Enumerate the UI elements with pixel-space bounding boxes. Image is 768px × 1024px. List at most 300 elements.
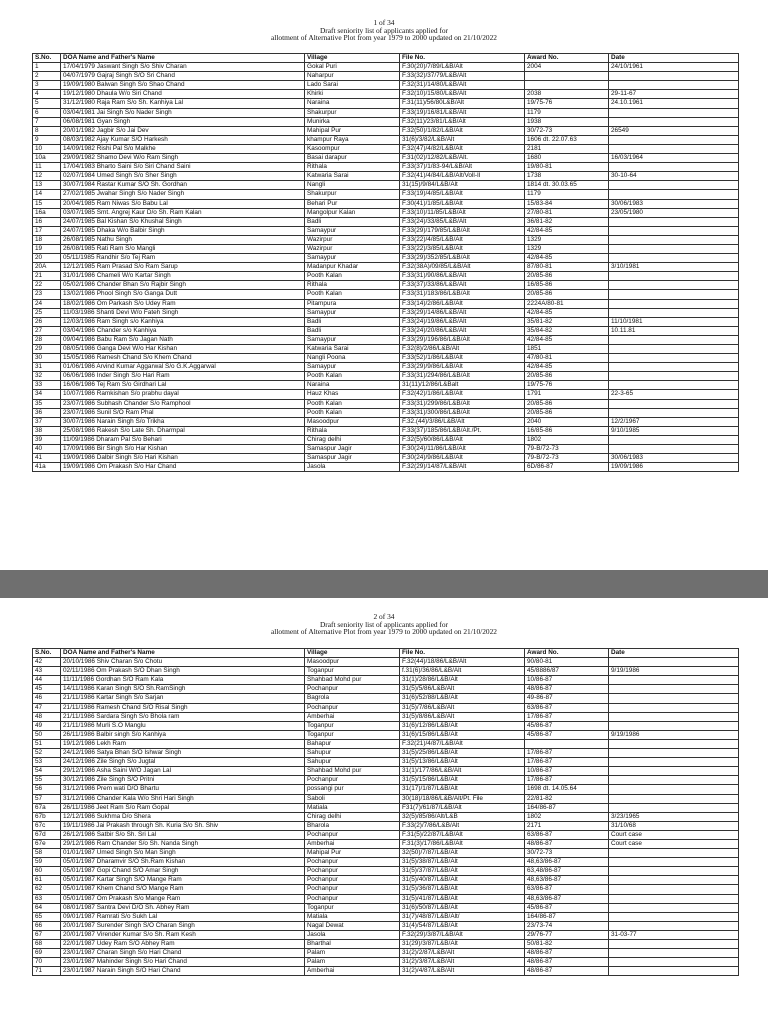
cell-award-no: 164/86-87 (525, 912, 609, 921)
cell-award-no: 2224A/80-81 (525, 299, 609, 308)
cell-sno: 57 (33, 794, 61, 803)
table-row (33, 172, 739, 181)
cell-name: 08/05/1986 Ganga Devi W/o Har Kishan (61, 345, 305, 354)
cell-award-no: 23/73-74 (525, 921, 609, 930)
cell-file-no: F.33(52)/1/86/L&B/Alt (400, 354, 525, 363)
cell-date (609, 739, 739, 748)
table-row (33, 126, 739, 135)
cell-name: 06/06/1986 Inder Singh S/o Hari Ram (61, 372, 305, 381)
cell-file-no: 31(6)/15/86/L&B/Alt (400, 730, 525, 739)
cell-award-no: 35/84-82 (525, 326, 609, 335)
cell-name: 23/07/1986 Sunil S/O Ram Phal (61, 408, 305, 417)
cell-village: Pooth Kalan (305, 272, 400, 281)
table-row (33, 144, 739, 153)
cell-file-no: F.33(29)/14/86/L&B/Alt (400, 308, 525, 317)
cell-date (609, 372, 739, 381)
col-header-village: Village (305, 54, 400, 63)
cell-sno: 10 (33, 144, 61, 153)
cell-name: 11/03/1986 Shanti Devi W/o Fateh Singh (61, 308, 305, 317)
cell-award-no: 20/85-86 (525, 372, 609, 381)
cell-date (609, 190, 739, 199)
cell-file-no: F.31(3)/17/86/L&B/Alt (400, 839, 525, 848)
cell-date (609, 363, 739, 372)
table-row (33, 390, 739, 399)
cell-file-no: 31(1)/177/86/L&B/Alt (400, 767, 525, 776)
cell-sno: 34 (33, 390, 61, 399)
cell-award-no: 10/86-87 (525, 676, 609, 685)
cell-award-no: 63/86-87 (525, 703, 609, 712)
cell-name: 23/07/1986 Subhash Chander S/o Ramphool (61, 399, 305, 408)
cell-village: Samaypur (305, 308, 400, 317)
col-header-date: Date (609, 54, 739, 63)
cell-date (609, 281, 739, 290)
cell-name: 05/01/1987 Om Prakash S/o Mange Ram (61, 894, 305, 903)
cell-date: 23/05/1980 (609, 208, 739, 217)
document-subtitle: allotment of Alternative Plot from year 1979 to 2000 updated on 21/10/2022 (271, 627, 497, 637)
cell-name: 25/08/1986 Rakesh S/o Late Sh. Dharmpal (61, 426, 305, 435)
cell-award-no: 17/86-87 (525, 776, 609, 785)
cell-name: 12/03/1986 Ram Singh s/o Kanhiya (61, 317, 305, 326)
cell-sno: 20 (33, 254, 61, 263)
cell-name: 18/02/1986 Om Parkash S/o Udey Ram (61, 299, 305, 308)
cell-file-no: F.33(24)/19/86/L&B/Alt (400, 317, 525, 326)
cell-name: 30/07/1986 Narain Singh S/o Trikha (61, 417, 305, 426)
cell-award-no: 79-B/72-73 (525, 445, 609, 454)
cell-village: Saboli (305, 794, 400, 803)
col-header-award-no: Award No. (525, 649, 609, 658)
cell-village: Pochanpur (305, 876, 400, 885)
table-header-row (33, 54, 739, 63)
cell-name: 23/01/1987 Mahinder Singh S/o Hari Chand (61, 958, 305, 967)
cell-date (609, 794, 739, 803)
cell-sno: 28 (33, 335, 61, 344)
cell-date: 11/10/1981 (609, 317, 739, 326)
cell-name: 01/01/1987 Umed Singh S/o Man Singh (61, 849, 305, 858)
table-row (33, 839, 739, 848)
table-row (33, 226, 739, 235)
cell-village: Toganpur (305, 667, 400, 676)
table-row (33, 308, 739, 317)
cell-name: 24/07/1985 Bal Kishan S/o Khushal Singh (61, 217, 305, 226)
document-page (0, 598, 768, 1024)
page-label: 2 of 34 (373, 612, 395, 621)
cell-sno: 21 (33, 272, 61, 281)
cell-name: 14/09/1982 Rishi Pal S/o Malkhe (61, 144, 305, 153)
cell-file-no: F.32(29)/3/87/L&B/Alt (400, 930, 525, 939)
cell-sno: 32 (33, 372, 61, 381)
table-row (33, 794, 739, 803)
table-row (33, 326, 739, 335)
table-row (33, 667, 739, 676)
cell-date: 31/10/68 (609, 821, 739, 830)
cell-village: Nangli Poona (305, 354, 400, 363)
cell-name: 09/04/1986 Babu Ram S/o Jagan Nath (61, 335, 305, 344)
cell-date: 24.10.1961 (609, 99, 739, 108)
cell-sno: 26 (33, 317, 61, 326)
cell-sno: 66 (33, 921, 61, 930)
cell-name: 26/12/1986 Satbir S/o Sh. Sri Lal (61, 830, 305, 839)
table-row (33, 658, 739, 667)
cell-name: 12/12/1986 Sukhma D/o Shera (61, 812, 305, 821)
cell-file-no: 31(5)/40/87/L&B/Alt (400, 876, 525, 885)
cell-village: Nagal Dewat (305, 921, 400, 930)
cell-village: Badli (305, 217, 400, 226)
table-row (33, 858, 739, 867)
cell-award-no: 2004 (525, 63, 609, 72)
cell-village: Bharthal (305, 940, 400, 949)
cell-award-no: 1698 dt. 14.05.64 (525, 785, 609, 794)
cell-award-no: 1738 (525, 172, 609, 181)
cell-sno: 62 (33, 885, 61, 894)
cell-file-no: F.30(41)/1/85/L&B/Alt (400, 199, 525, 208)
cell-name: 05/01/1987 Khem Chand S/O Mange Ram (61, 885, 305, 894)
document-title: Draft seniority list of applicants applied for (319, 619, 449, 629)
cell-date (609, 108, 739, 117)
cell-date (609, 135, 739, 144)
cell-sno: 11 (33, 163, 61, 172)
cell-sno: 20A (33, 263, 61, 272)
cell-date (609, 940, 739, 949)
cell-name: 27/02/1985 Jwahar Singh S/o Nader Singh (61, 190, 305, 199)
table-row (33, 803, 739, 812)
cell-award-no: 16/85-86 (525, 426, 609, 435)
cell-sno: 4 (33, 90, 61, 99)
cell-file-no: 31(6)/50/87/L&B/Alt (400, 903, 525, 912)
cell-name: 20/04/1985 Ram Niwas S/o Babu Lal (61, 199, 305, 208)
table-row (33, 454, 739, 463)
table-row (33, 712, 739, 721)
cell-sno: 23 (33, 290, 61, 299)
cell-sno: 49 (33, 721, 61, 730)
cell-award-no: 22/81-82 (525, 794, 609, 803)
cell-date (609, 81, 739, 90)
cell-sno: 35 (33, 399, 61, 408)
cell-village: possangi pur (305, 785, 400, 794)
cell-date (609, 903, 739, 912)
cell-village: Khirki (305, 90, 400, 99)
cell-file-no: F.31(02)/12/82/L&B/Alt. (400, 154, 525, 163)
cell-sno: 41 (33, 454, 61, 463)
cell-date: 9/19/1986 (609, 667, 739, 676)
cell-date (609, 226, 739, 235)
cell-village: Toganpur (305, 903, 400, 912)
cell-sno: 19 (33, 244, 61, 253)
cell-award-no: 20/85-86 (525, 272, 609, 281)
cell-village: Munirka (305, 117, 400, 126)
table-row (33, 812, 739, 821)
table-row (33, 272, 739, 281)
col-header-sno: S.No. (33, 649, 61, 658)
cell-date: 19/09/1986 (609, 463, 739, 472)
cell-village: Pochanpur (305, 867, 400, 876)
cell-date (609, 776, 739, 785)
cell-sno: 69 (33, 949, 61, 958)
cell-award-no: 1802 (525, 812, 609, 821)
cell-name: 10/07/1986 Ramkishan S/o prabhu dayal (61, 390, 305, 399)
cell-name: 31/12/1980 Raja Ram S/o Sh. Kanhiya Lal (61, 99, 305, 108)
table-row (33, 940, 739, 949)
cell-award-no: 1329 (525, 244, 609, 253)
cell-file-no: F.32(21)/4/87/L&B/Alt (400, 739, 525, 748)
cell-file-no: 31(5)/8/86/L&B/Alt (400, 712, 525, 721)
cell-file-no: F.33(31)/299/86/L&B/Alt (400, 399, 525, 408)
cell-date (609, 958, 739, 967)
cell-sno: 38 (33, 426, 61, 435)
cell-award-no: 20/85-86 (525, 408, 609, 417)
table-row (33, 372, 739, 381)
cell-file-no: 31(5)/5/86/L&B/Alt (400, 685, 525, 694)
table-row (33, 703, 739, 712)
cell-name: 31/12/1986 Chander Kala W/o Shri Hari Singh (61, 794, 305, 803)
cell-award-no: 19/80-81 (525, 163, 609, 172)
cell-village: Behari Pur (305, 199, 400, 208)
cell-file-no: F.32(5)/60/86/L&B/Alt (400, 435, 525, 444)
cell-award-no: 48,63/86-87 (525, 858, 609, 867)
cell-file-no: F.33(24)/33/85/L&B/Alt (400, 217, 525, 226)
cell-award-no: 45/86-87 (525, 903, 609, 912)
cell-date: 31-03-77 (609, 930, 739, 939)
seniority-table (32, 648, 739, 976)
cell-sno: 15 (33, 199, 61, 208)
cell-village: Samaypur (305, 363, 400, 372)
cell-award-no: 1179 (525, 108, 609, 117)
cell-award-no: 42/84-85 (525, 335, 609, 344)
cell-sno: 67c (33, 821, 61, 830)
cell-file-no: F.32(8)/2/86/L&B/Alt (400, 345, 525, 354)
table-row (33, 217, 739, 226)
cell-date: 30-10-64 (609, 172, 739, 181)
cell-sno: 36 (33, 408, 61, 417)
cell-award-no: 48/86-87 (525, 958, 609, 967)
cell-award-no: 27/80-81 (525, 208, 609, 217)
table-row (33, 867, 739, 876)
cell-sno: 16 (33, 217, 61, 226)
cell-village: Shahbad Mohd pur (305, 767, 400, 776)
cell-village: Toganpur (305, 721, 400, 730)
cell-date (609, 803, 739, 812)
cell-file-no: 31(15)/9/84/L&B/Alt (400, 181, 525, 190)
cell-file-no: 31(7)/48/87/L&B/Alt/ (400, 912, 525, 921)
cell-award-no: 30/72-73 (525, 849, 609, 858)
cell-date (609, 721, 739, 730)
cell-village: Sahupur (305, 749, 400, 758)
cell-village: Pochanpur (305, 858, 400, 867)
table-row (33, 435, 739, 444)
cell-sno: 41a (33, 463, 61, 472)
table-row (33, 408, 739, 417)
cell-sno: 46 (33, 694, 61, 703)
cell-file-no: 30(18)/18/86/L&B/Alt/Pt. File (400, 794, 525, 803)
cell-sno: 33 (33, 381, 61, 390)
cell-award-no: 49-86-87 (525, 694, 609, 703)
cell-award-no: 164/86-87 (525, 803, 609, 812)
table-row (33, 90, 739, 99)
document-subtitle: allotment of Alternative Plot from year 1979 to 2000 updated on 21/10/2022 (271, 33, 497, 43)
cell-village: Samaypur (305, 335, 400, 344)
cell-file-no: 31(6)/3/82/L&B/Alt (400, 135, 525, 144)
table-row (33, 949, 739, 958)
cell-file-no: F.33(22)/4/85/L&B/Alt (400, 235, 525, 244)
cell-village: Pochanpur (305, 703, 400, 712)
cell-village: Katwaria Sarai (305, 172, 400, 181)
cell-file-no: 31(2)/4/87/L&B/Alt (400, 967, 525, 976)
cell-file-no: 31(6)/52/88/L&B/Alt (400, 694, 525, 703)
table-row (33, 426, 739, 435)
cell-award-no: 48/86-87 (525, 967, 609, 976)
cell-sno: 37 (33, 417, 61, 426)
cell-village: Matiala (305, 803, 400, 812)
cell-date (609, 435, 739, 444)
table-row (33, 354, 739, 363)
cell-name: 19/09/1986 Dalbir Singh S/o Hari Kishan (61, 454, 305, 463)
cell-award-no: 36/81-82 (525, 217, 609, 226)
cell-award-no: 90/80-81 (525, 658, 609, 667)
table-row (33, 445, 739, 454)
cell-name: 09/01/1987 Ramrati S/o Sukh Lal (61, 912, 305, 921)
cell-date (609, 445, 739, 454)
cell-sno: 47 (33, 703, 61, 712)
cell-award-no (525, 72, 609, 81)
cell-award-no: 1851 (525, 345, 609, 354)
cell-date: 9/10/1985 (609, 426, 739, 435)
cell-name: 02/11/1986 Om Prakash S/O Dhan Singh (61, 667, 305, 676)
cell-village: Matiala (305, 912, 400, 921)
cell-date (609, 354, 739, 363)
cell-award-no: 63/86-87 (525, 830, 609, 839)
cell-village: Samaspur Jagir (305, 445, 400, 454)
cell-file-no: 31(5)/15/86/L&B/Alt (400, 776, 525, 785)
cell-name: 05/01/1987 Kartar Singh S/O Mange Ram (61, 876, 305, 885)
cell-sno: 8 (33, 126, 61, 135)
cell-sno: 6 (33, 108, 61, 117)
cell-sno: 58 (33, 849, 61, 858)
cell-village: Samaspur Jagir (305, 454, 400, 463)
table-row (33, 117, 739, 126)
cell-village: Pooth Kalan (305, 290, 400, 299)
cell-village: Jasola (305, 463, 400, 472)
cell-file-no: F.32(42)/1/86/L&B/Alt (400, 390, 525, 399)
table-row (33, 894, 739, 903)
cell-file-no: F.30(24)/11/86/L&B/Alt (400, 445, 525, 454)
cell-sno: 71 (33, 967, 61, 976)
cell-date (609, 181, 739, 190)
table-row (33, 721, 739, 730)
table-row (33, 281, 739, 290)
cell-date: 12/2/1967 (609, 417, 739, 426)
page-label: 1 of 34 (373, 18, 395, 27)
cell-file-no: F.33(29)/196/86/L&B/Alt (400, 335, 525, 344)
cell-name: 22/01/1987 Udey Ram S/O Abhey Ram (61, 940, 305, 949)
cell-date (609, 345, 739, 354)
cell-file-no: F.33(37)/33/86/L&B/Alt (400, 281, 525, 290)
cell-file-no: 31(5)/37/87/L&B/Alt (400, 867, 525, 876)
cell-sno: 67e (33, 839, 61, 848)
col-header-file-no: File No. (400, 649, 525, 658)
cell-sno: 3 (33, 81, 61, 90)
cell-date (609, 72, 739, 81)
cell-date (609, 658, 739, 667)
cell-village: Bahapur (305, 739, 400, 748)
cell-date: 3/10/1981 (609, 263, 739, 272)
cell-date (609, 235, 739, 244)
cell-award-no: 1814 dt. 30.03.65 (525, 181, 609, 190)
cell-sno: 39 (33, 435, 61, 444)
cell-name: 05/01/1987 Gopi Chand S/O Amar Singh (61, 867, 305, 876)
cell-sno: 40 (33, 445, 61, 454)
cell-sno: 67 (33, 930, 61, 939)
cell-file-no: F.33(22)/3/85/L&B/Alt (400, 244, 525, 253)
cell-sno: 16a (33, 208, 61, 217)
cell-date (609, 949, 739, 958)
cell-award-no: 45/86-87 (525, 721, 609, 730)
table-row (33, 72, 739, 81)
cell-name: 20/01/1987 Surender Singh S/O Charan Singh (61, 921, 305, 930)
cell-sno: 70 (33, 958, 61, 967)
cell-village: Naraina (305, 99, 400, 108)
cell-name: 05/11/1985 Randhir S/o Tej Ram (61, 254, 305, 263)
cell-sno: 51 (33, 739, 61, 748)
cell-village: Rithala (305, 281, 400, 290)
table-row (33, 967, 739, 976)
cell-award-no: 1606 dt. 22.07.63 (525, 135, 609, 144)
cell-award-no: 1791 (525, 390, 609, 399)
cell-village: Jasola (305, 930, 400, 939)
cell-sno: 13 (33, 181, 61, 190)
table-row (33, 99, 739, 108)
cell-name: 01/06/1986 Arvind Kumar Aggarwal S/o G.K.Aggarwal (61, 363, 305, 372)
cell-village: Katwaria Sarai (305, 345, 400, 354)
cell-name: 05/01/1987 Dharamvir S/O Sh.Ram Kishan (61, 858, 305, 867)
cell-file-no: F.32(31)/14/80/L&B/Alt (400, 81, 525, 90)
cell-sno: 54 (33, 767, 61, 776)
table-row (33, 299, 739, 308)
table-row (33, 912, 739, 921)
cell-village: Chirag delhi (305, 812, 400, 821)
table-row (33, 885, 739, 894)
cell-award-no: 48,63/86-87 (525, 894, 609, 903)
cell-award-no: 48/86-87 (525, 839, 609, 848)
table-row (33, 767, 739, 776)
cell-date (609, 967, 739, 976)
cell-sno: 56 (33, 785, 61, 794)
cell-name: 23/01/1987 Charan Singh S/o Hari Chand (61, 949, 305, 958)
col-header-award-no: Award No. (525, 54, 609, 63)
cell-name: 16/06/1986 Tej Ram S/o Girdhari Lal (61, 381, 305, 390)
cell-village: Rithala (305, 163, 400, 172)
cell-sno: 42 (33, 658, 61, 667)
cell-file-no: F.33(32)/37/79/L&B/Alt (400, 72, 525, 81)
cell-name: 03/04/1981 Jai Singh S/o Nader Singh (61, 108, 305, 117)
cell-date: 16/03/1964 (609, 154, 739, 163)
cell-village: Amberhai (305, 712, 400, 721)
cell-name: 20/01/1987 Virender Kumar S/o Sh. Ram Kesh (61, 930, 305, 939)
cell-award-no: 17/86-87 (525, 712, 609, 721)
table-row (33, 163, 739, 172)
cell-village: Chirag delhi (305, 435, 400, 444)
table-row (33, 199, 739, 208)
cell-date (609, 912, 739, 921)
cell-village: Nangli (305, 181, 400, 190)
cell-village: Basai darapur (305, 154, 400, 163)
cell-file-no: 31(4)/54/87/L&B/Alt (400, 921, 525, 930)
cell-file-no: 31(2)/2/87/L&B/Alt (400, 949, 525, 958)
cell-sno: 30 (33, 354, 61, 363)
table-row (33, 317, 739, 326)
table-row (33, 254, 739, 263)
cell-sno: 22 (33, 281, 61, 290)
table-row (33, 730, 739, 739)
cell-village: Bagrola (305, 694, 400, 703)
